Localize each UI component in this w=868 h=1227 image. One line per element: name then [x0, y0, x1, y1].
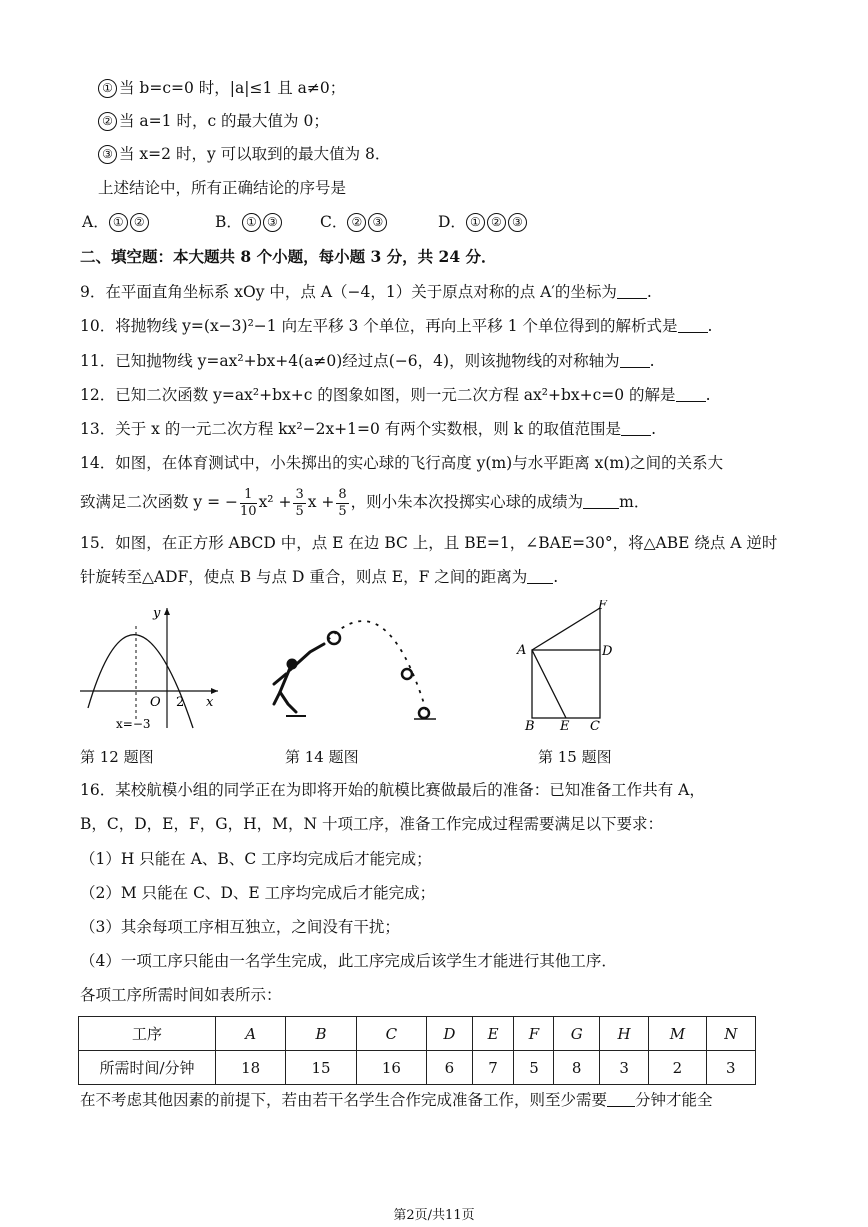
symmetry-label: x=−3 [116, 717, 151, 731]
ball [419, 708, 429, 718]
circled-number: ② [98, 112, 117, 131]
circled-number: ③ [98, 145, 117, 164]
requirement-4: （4）一项工序只能由一名学生完成，此工序完成后该学生才能进行其他工序． [80, 952, 617, 970]
choice-b: B． ① ③ [215, 212, 284, 232]
point-f-label: F [598, 600, 608, 613]
point-e-label: E [560, 719, 570, 734]
parabola-curve [88, 635, 193, 728]
caption-figure-14: 第 14 题图 [285, 748, 359, 766]
point-c-label: C [590, 719, 600, 734]
table-row [79, 1051, 756, 1085]
table-cell: 8 [554, 1051, 599, 1085]
y-axis-label: y [153, 606, 161, 621]
task-time-table [78, 1016, 756, 1085]
question-14-line1: 14．如图，在体育测试中，小朱掷出的实心球的飞行高度 y(m)与水平距离 x(m)之间的关系大 [80, 454, 724, 472]
question-16-line2: B，C，D，E，F，G，H，M，N 十项工序，准备工作完成过程需要满足以下要求： [80, 815, 664, 833]
question-15-line2: 针旋转至△ADF，使点 B 与点 D 重合，则点 E，F 之间的距离为 . [80, 568, 559, 586]
choice-d: D． ① ② ③ [438, 212, 529, 232]
table-cell: E [472, 1017, 514, 1051]
table-cell: N [706, 1017, 755, 1051]
question-16-last-line: 在不考虑其他因素的前提下，若由若干名学生合作完成准备工作，则至少需要 分钟才能全 [80, 1091, 713, 1109]
page-footer: 第2页/共11页 [393, 1208, 475, 1223]
table-cell: 18 [216, 1051, 286, 1085]
table-cell: 15 [286, 1051, 356, 1085]
table-cell: M [649, 1017, 706, 1051]
trajectory [328, 621, 426, 710]
caption-figure-12: 第 12 题图 [80, 748, 154, 766]
table-intro: 各项工序所需时间如表所示： [80, 986, 282, 1004]
x-axis-label: x [206, 695, 214, 710]
question-14-line2: 致满足二次函数 y = − $\frac{1}{10}$ x² + $\frac{3}{5}$ x + $\frac{8}{5}$ ，则小朱本次投掷实心球的成绩为 m． [80, 486, 650, 519]
point-a-label: A [517, 643, 527, 658]
caption-figure-15: 第 15 题图 [538, 748, 612, 766]
table-cell: 6 [427, 1051, 473, 1085]
figure-14-shot-put [266, 600, 441, 725]
question-13: 13．关于 x 的一元二次方程 kx²−2x+1=0 有两个实数根，则 k 的取值范围是 . [80, 420, 656, 438]
athlete-figure [274, 644, 324, 712]
table-cell: H [599, 1017, 648, 1051]
statement-2: ② 当 a=1 时，c 的最大值为 0； [98, 111, 329, 131]
fraction: $\frac{8}{5}$ [338, 486, 347, 519]
section-title: 二、填空题：本大题共 8 个小题，每小题 3 分，共 24 分． [80, 247, 497, 266]
question-11: 11．已知抛物线 y=ax²+bx+4(a≠0)经过点(−6，4)，则该抛物线的对称轴为 . [80, 352, 655, 370]
requirement-1: （1）H 只能在 A、B、C 工序均完成后才能完成； [80, 850, 432, 868]
question-prompt: 上述结论中，所有正确结论的序号是 [98, 179, 347, 197]
point-d-label: D [602, 644, 613, 659]
table-cell: F [514, 1017, 554, 1051]
point-b-label: B [525, 719, 535, 734]
table-cell: 3 [599, 1051, 648, 1085]
table-cell: D [427, 1017, 473, 1051]
choice-c: C． ② ③ [320, 212, 389, 232]
table-header-label: 工序 [79, 1017, 216, 1051]
table-cell: 16 [356, 1051, 426, 1085]
choice-a: A． ① ② [82, 212, 151, 232]
fraction: $\frac{3}{5}$ [295, 486, 304, 519]
question-10: 10．将抛物线 y=(x−3)²−1 向左平移 3 个单位，再向上平移 1 个单位得到的解析式是 . [80, 317, 713, 335]
table-cell: A [216, 1017, 286, 1051]
table-cell: 5 [514, 1051, 554, 1085]
table-cell: 3 [706, 1051, 755, 1085]
question-12: 12．已知二次函数 y=ax²+bx+c 的图象如图，则一元二次方程 ax²+bx+c=0 的解是 . [80, 386, 711, 404]
table-cell: 2 [649, 1051, 706, 1085]
figure-15-square [512, 600, 622, 735]
table-row-label: 所需时间/分钟 [79, 1051, 216, 1085]
requirement-2: （2）M 只能在 C、D、E 工序均完成后才能完成； [80, 884, 436, 902]
ball [402, 669, 412, 679]
tick-label: 2 [176, 695, 185, 710]
statement-3: ③ 当 x=2 时，y 可以取到的最大值为 8． [98, 144, 390, 164]
table-cell: B [286, 1017, 356, 1051]
statement-1: ① 当 b=c=0 时，|a|≤1 且 a≠0； [98, 78, 345, 98]
requirement-3: （3）其余每项工序相互独立，之间没有干扰； [80, 918, 400, 936]
fraction: $\frac{1}{10}$ [240, 486, 257, 519]
origin-label: O [150, 695, 161, 710]
table-cell: 7 [472, 1051, 514, 1085]
question-15-line1: 15．如图，在正方形 ABCD 中，点 E 在边 BC 上，且 BE=1，∠BAE=30°，将△ABE 绕点 A 逆时 [80, 534, 778, 552]
question-16-line1: 16．某校航模小组的同学正在为即将开始的航模比赛做最后的准备：已知准备工作共有 A， [80, 781, 705, 799]
table-cell: G [554, 1017, 599, 1051]
table-cell: C [356, 1017, 426, 1051]
square-abcd [532, 650, 600, 718]
circled-number: ① [98, 79, 117, 98]
table-row [79, 1017, 756, 1051]
figure-12-parabola [78, 604, 223, 734]
question-9: 9．在平面直角坐标系 xOy 中，点 A（−4，1）关于原点对称的点 A′的坐标为 . [80, 283, 652, 301]
